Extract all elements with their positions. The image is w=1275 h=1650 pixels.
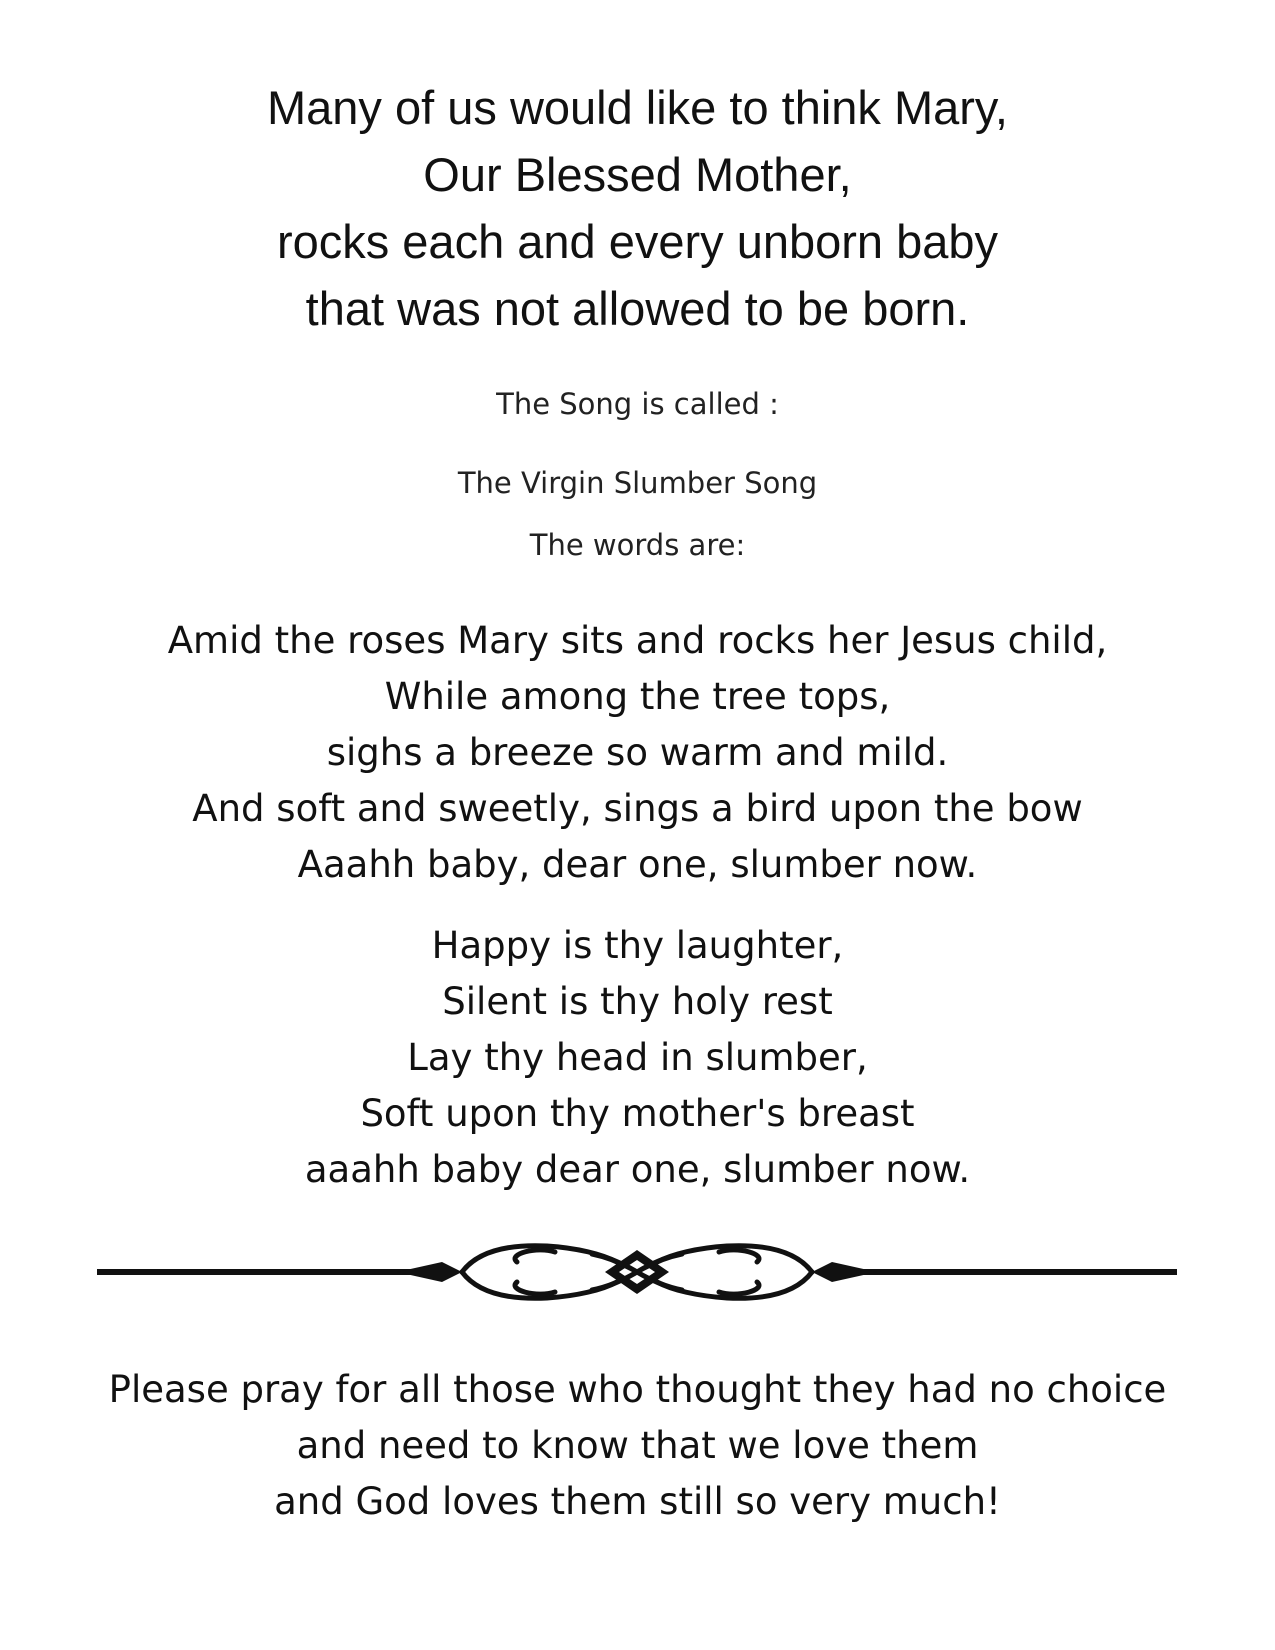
song-title: The Virgin Slumber Song (457, 466, 818, 500)
verse-line: aaahh baby dear one, slumber now. (304, 1148, 971, 1191)
verse-line: Lay thy head in slumber, (407, 1036, 868, 1079)
verse-line: Aaahh baby, dear one, slumber now. (297, 843, 978, 886)
verse-line: While among the tree tops, (384, 675, 891, 718)
verse-1 (0, 613, 1275, 893)
verse-line: Soft upon thy mother's breast (360, 1092, 915, 1135)
verse-2 (0, 918, 1275, 1198)
song-called-label: The Song is called : (496, 387, 779, 421)
closing-prayer (0, 1362, 1275, 1530)
intro-line: rocks each and every unborn baby (276, 215, 999, 268)
intro-line: Many of us would like to think Mary, (267, 81, 1008, 134)
closing-line: and need to know that we love them (296, 1424, 979, 1467)
verse-line: Happy is thy laughter, (431, 924, 844, 967)
verse-line: sighs a breeze so warm and mild. (326, 731, 949, 774)
closing-line: and God loves them still so very much! (274, 1480, 1001, 1523)
verse-line: Amid the roses Mary sits and rocks her Jesus child, (167, 619, 1108, 662)
words-are-label: The words are: (529, 528, 746, 562)
closing-line: Please pray for all those who thought they had no choice (108, 1368, 1167, 1411)
intro-line: that was not allowed to be born. (305, 282, 970, 335)
verse-line: Silent is thy holy rest (442, 980, 833, 1023)
ornamental-divider-icon (97, 1232, 1177, 1312)
intro-line: Our Blessed Mother, (423, 148, 852, 201)
verse-line: And soft and sweetly, sings a bird upon the bow (192, 787, 1083, 830)
intro-text (0, 74, 1275, 342)
